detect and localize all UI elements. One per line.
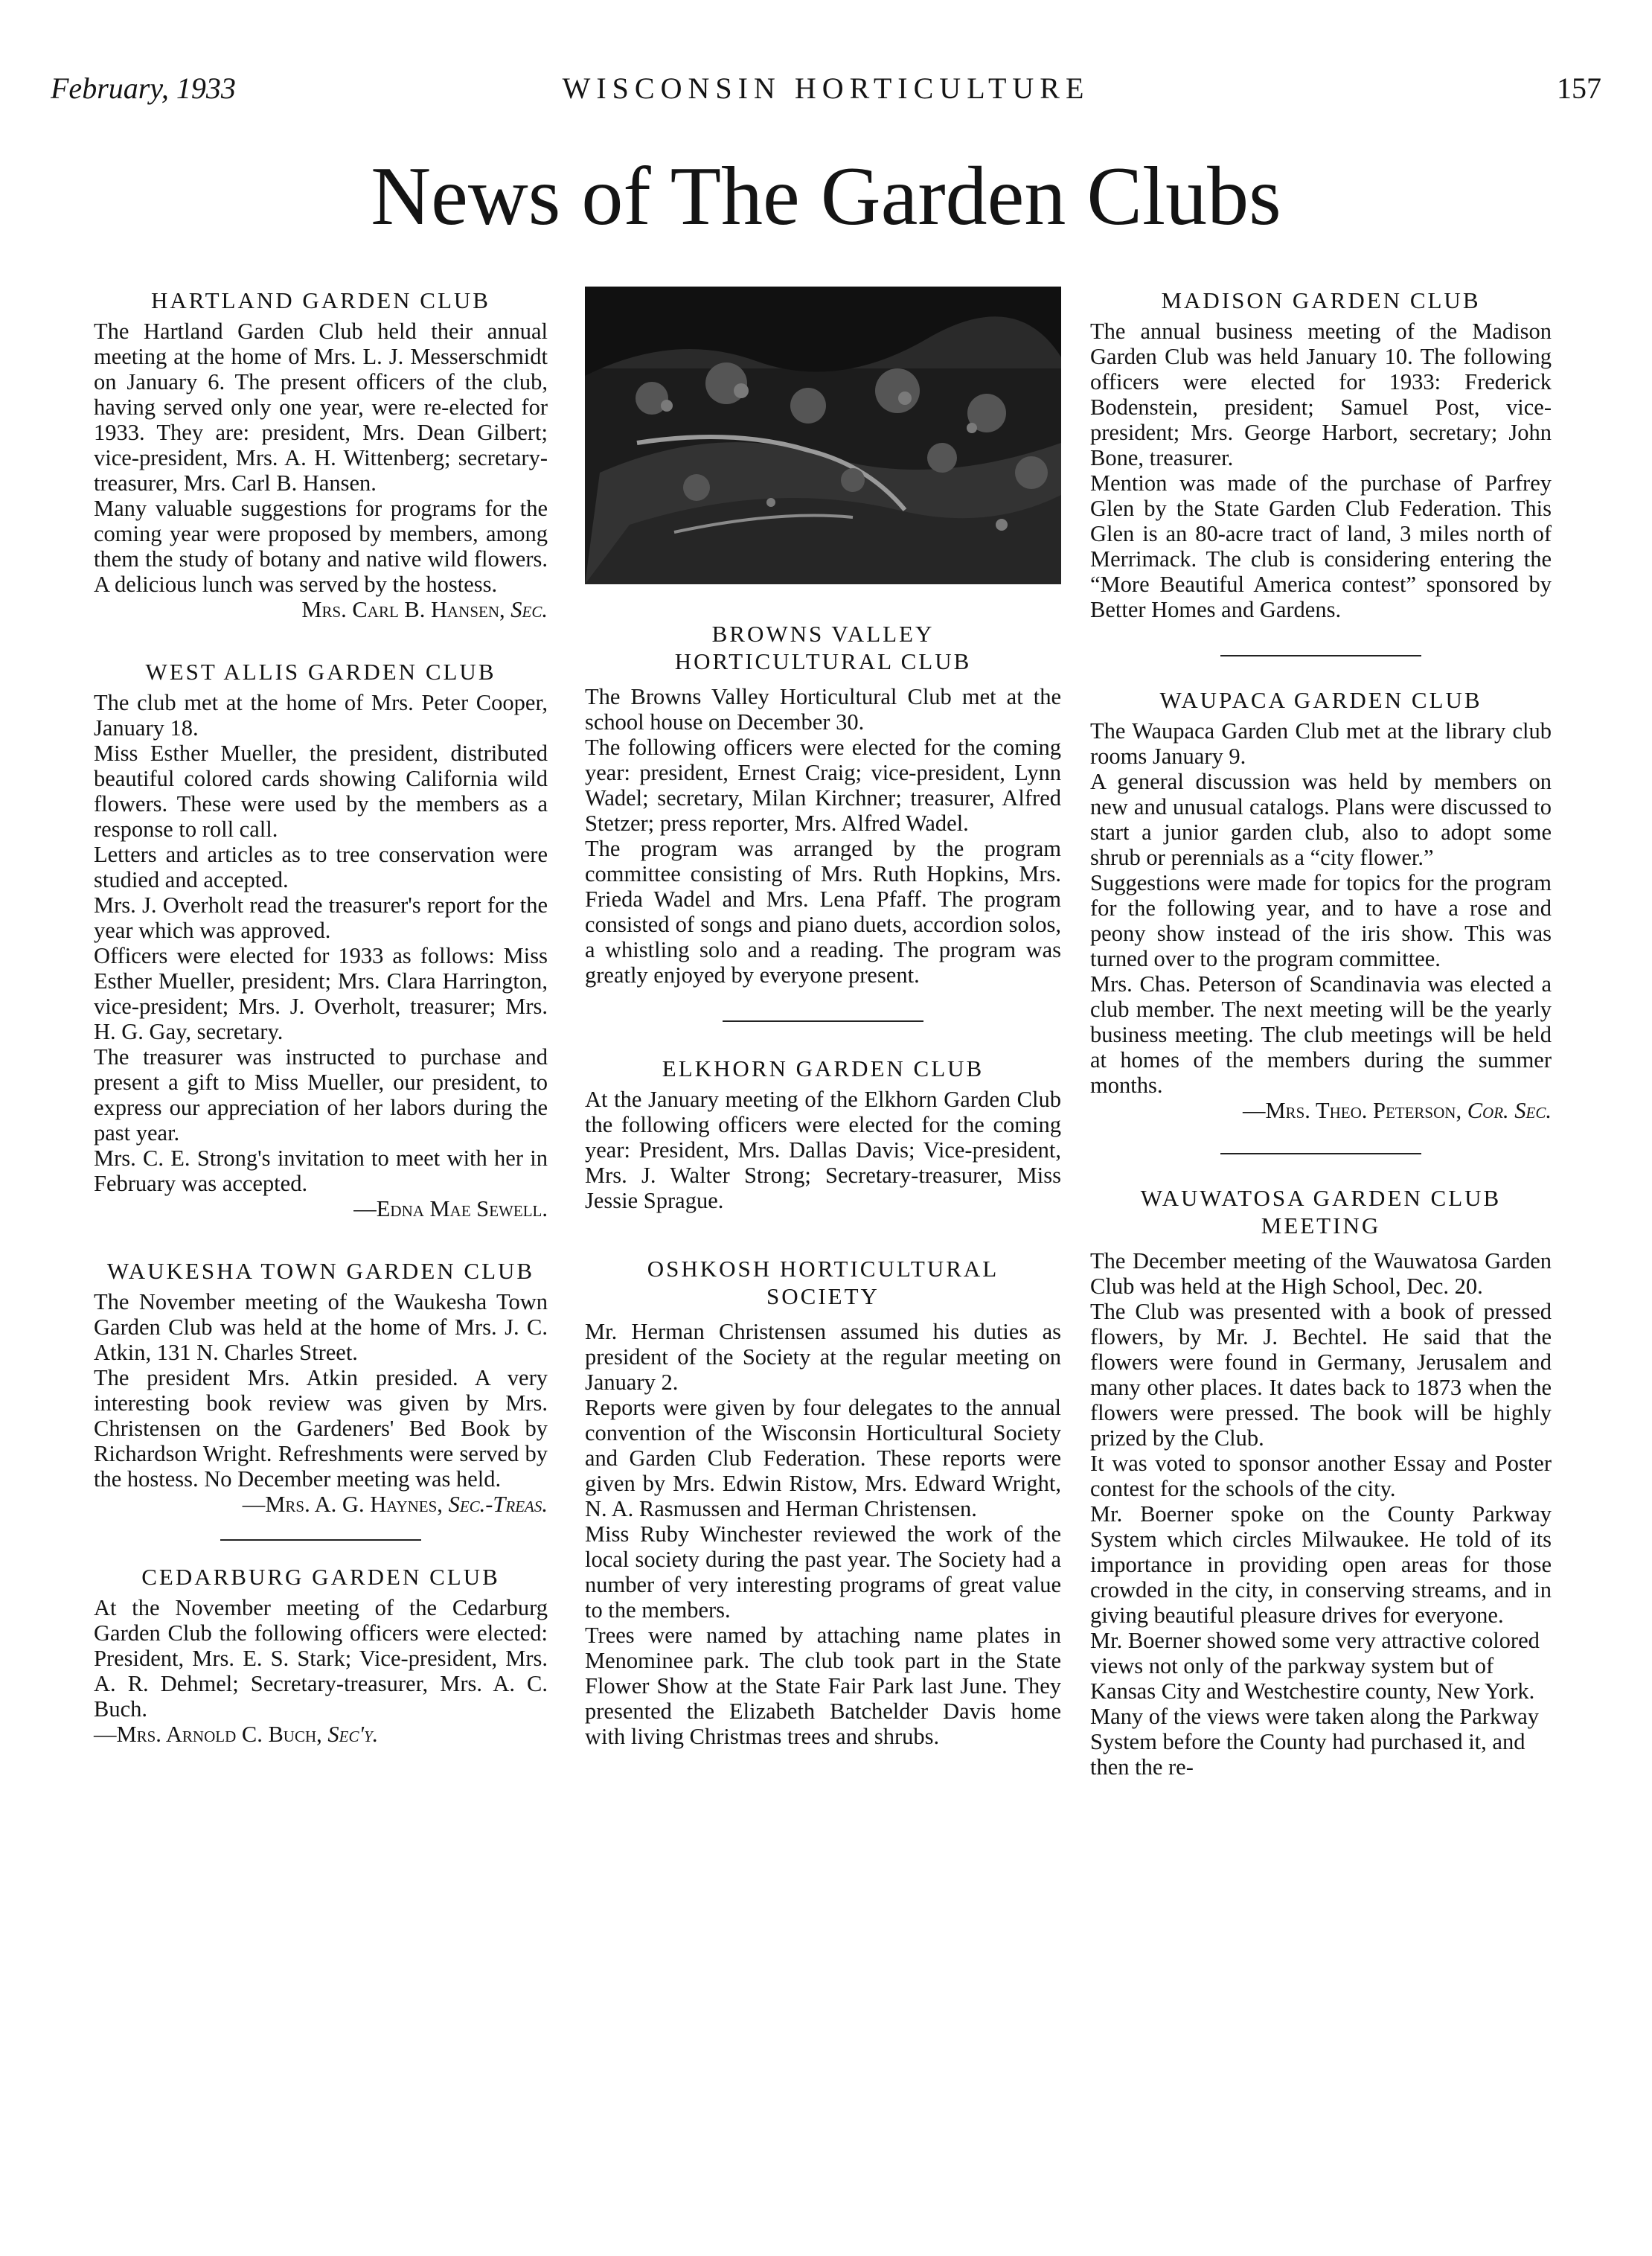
article-paragraph: Mrs. Chas. Peterson of Scandinavia was elected a club member. The next meeting will be the yearly business meeting. The club meetings will be held at homes of the members during the summer months. <box>1090 971 1552 1098</box>
article-paragraph: Mrs. J. Overholt read the treasurer's report for the year which was approved. <box>94 892 548 943</box>
section-divider <box>723 1020 923 1022</box>
article-paragraph: The December meeting of the Wauwatosa Garden Club was held at the High School, Dec. 20. <box>1090 1248 1552 1299</box>
article-paragraph: A general discussion was held by members on new and unusual catalogs. Plans were discussed to start a junior garden club, also to adopt some shrub or perennials as a “city flower.” <box>1090 769 1552 870</box>
section-divider <box>1220 655 1421 656</box>
article-waupaca <box>1090 686 1552 1123</box>
article-signature: Mrs. Carl B. Hansen, Sec. <box>301 597 548 622</box>
article-paragraph: Letters and articles as to tree conservation were studied and accepted. <box>94 842 548 892</box>
article-paragraph: Officers were elected for 1933 as follows: Miss Esther Mueller, president; Mrs. Clara Harrington, vice-president; Mrs. J. Overholt, treasurer; Mrs. H. G. Gay, secretary. <box>94 943 548 1044</box>
article-heading: WEST ALLIS GARDEN CLUB <box>145 659 496 685</box>
garden-photo <box>585 287 1061 584</box>
column-2 <box>585 287 1061 1749</box>
article-paragraph: It was voted to sponsor another Essay and Poster contest for the schools of the city. <box>1090 1451 1552 1501</box>
running-header <box>51 71 1601 115</box>
article-paragraph: At the November meeting of the Cedarburg Garden Club the following officers were elected: President, Mrs. E. S. Stark; Vice-president, Mrs. A. R. Dehmel; Secretary-treasurer, Mrs. A. C. Buch. <box>94 1595 548 1722</box>
article-paragraph: Mrs. C. E. Strong's invitation to meet with her in February was accepted. <box>94 1145 548 1196</box>
article-paragraph: The treasurer was instructed to purchase and present a gift to Miss Mueller, our president, to express our appreciation of her labors during the past year. <box>94 1044 548 1145</box>
article-hartland <box>94 287 548 622</box>
article-paragraph: Miss Ruby Winchester reviewed the work of the local society during the past year. The Society had a number of very interesting programs of great value to the members. <box>585 1521 1061 1623</box>
article-paragraph: Trees were named by attaching name plates in Menominee park. The club took part in the State Flower Show at the State Fair Park last June. They presented the Elizabeth Batchelder Davis home with living Christmas trees and shrubs. <box>585 1623 1061 1749</box>
section-divider <box>1220 1153 1421 1154</box>
article-browns-valley <box>585 620 1061 988</box>
article-wauwatosa <box>1090 1184 1552 1780</box>
article-heading: HARTLAND GARDEN CLUB <box>151 287 490 313</box>
article-paragraph: The annual business meeting of the Madison Garden Club was held January 10. The following officers were elected for 1933: Frederick Bodenstein, president; Samuel Post, vice-president; Mrs. George Harbort, secretary; John Bone, treasurer. <box>1090 319 1552 470</box>
article-signature: —Mrs. Theo. Peterson, Cor. Sec. <box>1242 1098 1552 1123</box>
article-paragraph: Mr. Boerner spoke on the County Parkway System which circles Milwaukee. He told of its importance in providing open areas for those crowded in the city, in conserving streams, and in giving beautiful pleasure drives for everyone. <box>1090 1501 1552 1628</box>
article-paragraph: The Browns Valley Horticultural Club met at the school house on December 30. <box>585 684 1061 735</box>
article-signature: —Mrs. Arnold C. Buch, Sec'y. <box>94 1722 379 1747</box>
article-heading: OSHKOSH HORTICULTURAL SOCIETY <box>647 1256 999 1309</box>
page-number: 157 <box>1557 71 1601 105</box>
article-paragraph: Suggestions were made for topics for the program for the following year, and to have a rose and peony show instead of the iris show. This was turned over to the program committee. <box>1090 870 1552 971</box>
article-cedarburg <box>94 1563 548 1747</box>
journal-name: WISCONSIN HORTICULTURE <box>562 71 1090 105</box>
article-paragraph: The Club was presented with a book of pressed flowers, by Mr. J. Bechtel. He said that the flowers were found in Germany, Jerusalem and many other places. It dates back to 1873 when the flowers were pressed. The book will be highly prized by the Club. <box>1090 1299 1552 1451</box>
article-paragraph: The club met at the home of Mrs. Peter Cooper, January 18. <box>94 690 548 741</box>
article-paragraph: The November meeting of the Waukesha Town Garden Club was held at the home of Mrs. J. C. Atkin, 131 N. Charles Street. <box>94 1289 548 1365</box>
article-paragraph: Mr. Herman Christensen assumed his duties as president of the Society at the regular meeting on January 2. <box>585 1319 1061 1395</box>
article-heading: MADISON GARDEN CLUB <box>1161 287 1481 313</box>
article-paragraph: Mr. Boerner showed some very attractive colored views not only of the parkway system but of Kansas City and Westchestire county, New York. Many of the views were taken along the Parkway System before the County had purchased it, and then the re- <box>1090 1628 1540 1780</box>
column-1 <box>94 287 548 1747</box>
page-title: News of The Garden Clubs <box>371 150 1281 243</box>
article-west-allis <box>94 658 548 1221</box>
article-paragraph: Mention was made of the purchase of Parfrey Glen by the State Garden Club Federation. This Glen is an 80-acre tract of land, 3 miles north of Merrimack. The club is considering entering the “More Beautiful America contest” sponsored by Better Homes and Gardens. <box>1090 470 1552 622</box>
article-heading: ELKHORN GARDEN CLUB <box>662 1055 985 1081</box>
article-madison <box>1090 287 1552 622</box>
article-heading: WAUWATOSA GARDEN CLUB MEETING <box>1140 1185 1502 1239</box>
article-heading: BROWNS VALLEY HORTICULTURAL CLUB <box>674 621 972 674</box>
article-heading: WAUKESHA TOWN GARDEN CLUB <box>106 1258 535 1284</box>
article-heading: CEDARBURG GARDEN CLUB <box>141 1564 500 1590</box>
article-signature: —Mrs. A. G. Haynes, Sec.-Treas. <box>242 1492 548 1517</box>
article-paragraph: Many valuable suggestions for programs for the coming year were proposed by members, among them the study of botany and native wild flowers. A delicious lunch was served by the hostess. <box>94 496 548 597</box>
section-divider <box>220 1539 421 1541</box>
article-paragraph: At the January meeting of the Elkhorn Garden Club the following officers were elected for the coming year: President, Mrs. Dallas Davis; Vice-president, Mrs. J. Walter Strong; Secretary-treasurer, Miss Jessie Sprague. <box>585 1087 1061 1213</box>
article-elkhorn <box>585 1055 1061 1213</box>
article-paragraph: The following officers were elected for the coming year: president, Ernest Craig; vice-president, Lynn Wadel; secretary, Milan Kirchner; treasurer, Alfred Stetzer; press reporter, Mrs. Alfred Wadel. <box>585 735 1061 836</box>
issue-date: February, 1933 <box>51 71 236 105</box>
article-paragraph: Reports were given by four delegates to the annual convention of the Wisconsin Horticultural Society and Garden Club Federation. These reports were given by Mrs. Edwin Ristow, Mrs. Edward Wright, N. A. Rasmussen and Herman Christensen. <box>585 1395 1061 1521</box>
article-waukesha <box>94 1257 548 1517</box>
article-heading: WAUPACA GARDEN CLUB <box>1159 687 1482 713</box>
article-paragraph: The Waupaca Garden Club met at the library club rooms January 9. <box>1090 718 1552 769</box>
article-paragraph: Miss Esther Mueller, the president, distributed beautiful colored cards showing California wild flowers. These were used by the members as a response to roll call. <box>94 741 548 842</box>
article-paragraph: The president Mrs. Atkin presided. A very interesting book review was given by Mrs. Christensen on the Gardeners' Bed Book by Richardson Wright. Refreshments were served by the hostess. No December meeting was held. <box>94 1365 548 1492</box>
article-signature: —Edna Mae Sewell. <box>353 1196 548 1221</box>
column-3 <box>1090 287 1552 1780</box>
article-paragraph: The Hartland Garden Club held their annual meeting at the home of Mrs. L. J. Messerschmidt on January 6. The present officers of the club, having served only one year, were re-elected for 1933. They are: president, Mrs. Dean Gilbert; vice-president, Mrs. A. H. Wittenberg; secretary-treasurer, Mrs. Carl B. Hansen. <box>94 319 548 496</box>
article-paragraph: The program was arranged by the program committee consisting of Mrs. Ruth Hopkins, Mrs. Frieda Wadel and Mrs. Lena Pfaff. The program consisted of songs and piano duets, accordion solos, a whistling solo and a reading. The program was greatly enjoyed by everyone present. <box>585 836 1061 988</box>
article-oshkosh <box>585 1255 1061 1749</box>
